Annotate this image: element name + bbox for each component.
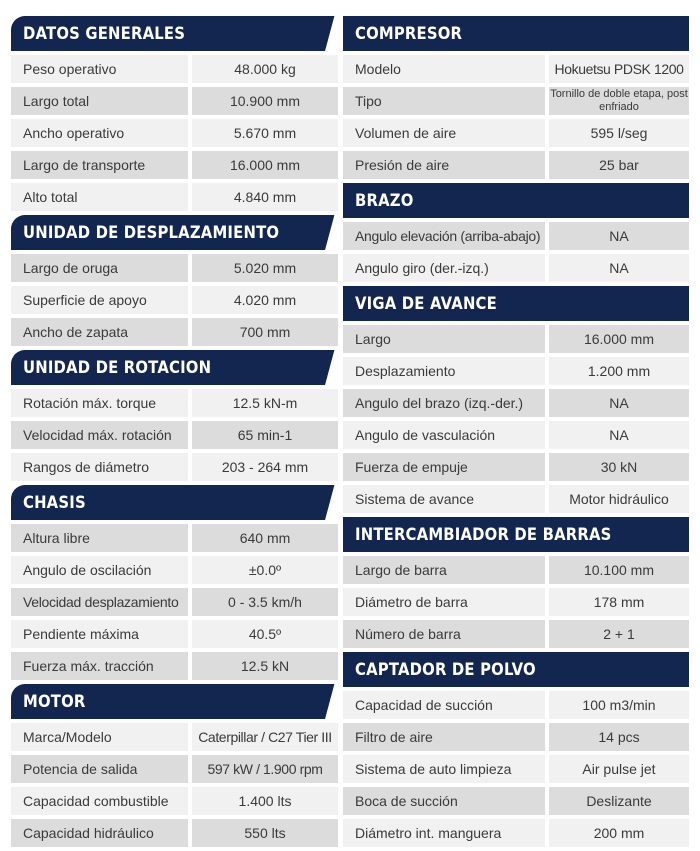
spec-row — [343, 787, 689, 815]
spec-value: 65 min-1 — [192, 421, 338, 449]
spec-value: 178 mm — [549, 588, 689, 616]
spec-label: Angulo giro (der.-izq.) — [343, 254, 545, 282]
section-header-compresor: COMPRESOR — [343, 16, 689, 51]
left-column — [11, 16, 338, 851]
spec-value: 16.000 mm — [192, 151, 338, 179]
spec-row — [11, 55, 338, 83]
spec-row — [11, 723, 338, 751]
spec-row — [11, 524, 338, 552]
spec-row — [11, 588, 338, 616]
spec-label: Fuerza máx. tracción — [11, 652, 188, 680]
spec-value: 14 pcs — [549, 723, 689, 751]
spec-value: 16.000 mm — [549, 325, 689, 353]
section-header-brazo: BRAZO — [343, 183, 689, 218]
spec-value: 10.100 mm — [549, 556, 689, 584]
spec-value: NA — [549, 421, 689, 449]
spec-row — [11, 453, 338, 481]
section-header-unidad-desplazamiento: UNIDAD DE DESPLAZAMIENTO — [11, 215, 338, 250]
spec-value: Hokuetsu PDSK 1200 — [549, 55, 689, 83]
spec-value: 40.5º — [192, 620, 338, 648]
spec-row — [343, 254, 689, 282]
spec-value: 5.670 mm — [192, 119, 338, 147]
spec-row — [11, 819, 338, 847]
spec-label: Desplazamiento — [343, 357, 545, 385]
spec-label: Fuerza de empuje — [343, 453, 545, 481]
spec-value: 1.200 mm — [549, 357, 689, 385]
spec-label: Capacidad hidráulico — [11, 819, 188, 847]
section-header-viga-avance: VIGA DE AVANCE — [343, 286, 689, 321]
spec-value: 25 bar — [549, 151, 689, 179]
spec-label: Velocidad máx. rotación — [11, 421, 188, 449]
spec-label: Superficie de apoyo — [11, 286, 188, 314]
spec-label: Volumen de aire — [343, 119, 545, 147]
spec-value: 550 lts — [192, 819, 338, 847]
spec-row — [343, 119, 689, 147]
spec-label: Boca de succión — [343, 787, 545, 815]
right-column — [343, 16, 689, 851]
spec-row — [343, 325, 689, 353]
section-header-intercambiador-barras: INTERCAMBIADOR DE BARRAS — [343, 517, 689, 552]
spec-value: 30 kN — [549, 453, 689, 481]
spec-label: Angulo de oscilación — [11, 556, 188, 584]
spec-value: 0 - 3.5 km/h — [192, 588, 338, 616]
spec-value: ±0.0º — [192, 556, 338, 584]
spec-label: Marca/Modelo — [11, 723, 188, 751]
section-header-motor: MOTOR — [11, 684, 338, 719]
spec-label: Ancho de zapata — [11, 318, 188, 346]
spec-row — [11, 183, 338, 211]
section-header-chasis: CHASIS — [11, 485, 338, 520]
spec-label: Angulo elevación (arriba-abajo) — [343, 222, 545, 250]
spec-value: 4.020 mm — [192, 286, 338, 314]
spec-label: Diámetro de barra — [343, 588, 545, 616]
spec-row — [11, 151, 338, 179]
spec-value: Motor hidráulico — [549, 485, 689, 513]
spec-label: Velocidad desplazamiento — [11, 588, 188, 616]
spec-row — [11, 87, 338, 115]
spec-value: NA — [549, 222, 689, 250]
spec-label: Rotación máx. torque — [11, 389, 188, 417]
spec-value: 200 mm — [549, 819, 689, 847]
section-header-datos-generales: DATOS GENERALES — [11, 16, 338, 51]
spec-value: 12.5 kN — [192, 652, 338, 680]
spec-row — [11, 389, 338, 417]
spec-value: 5.020 mm — [192, 254, 338, 282]
spec-value: 12.5 kN-m — [192, 389, 338, 417]
spec-row — [343, 453, 689, 481]
spec-label: Filtro de aire — [343, 723, 545, 751]
spec-row — [343, 723, 689, 751]
spec-row — [343, 819, 689, 847]
spec-row — [343, 588, 689, 616]
spec-value: 640 mm — [192, 524, 338, 552]
spec-value: Deslizante — [549, 787, 689, 815]
spec-value: NA — [549, 389, 689, 417]
spec-row — [11, 119, 338, 147]
spec-value: Tornillo de doble etapa, post enfriado — [550, 88, 688, 113]
spec-row — [343, 691, 689, 719]
spec-value: 4.840 mm — [192, 183, 338, 211]
spec-label: Largo total — [11, 87, 188, 115]
spec-value: 595 l/seg — [549, 119, 689, 147]
spec-label: Angulo del brazo (izq.-der.) — [343, 389, 545, 417]
spec-label: Largo de oruga — [11, 254, 188, 282]
spec-value: 700 mm — [192, 318, 338, 346]
spec-label: Presión de aire — [343, 151, 545, 179]
spec-label: Altura libre — [11, 524, 188, 552]
spec-value: Air pulse jet — [549, 755, 689, 783]
spec-label: Capacidad de succión — [343, 691, 545, 719]
spec-label: Sistema de avance — [343, 485, 545, 513]
spec-row — [11, 421, 338, 449]
spec-row — [343, 151, 689, 179]
section-header-captador-polvo: CAPTADOR DE POLVO — [343, 652, 689, 687]
spec-label: Número de barra — [343, 620, 545, 648]
spec-row — [11, 755, 338, 783]
spec-row — [343, 755, 689, 783]
spec-row — [11, 556, 338, 584]
spec-label: Modelo — [343, 55, 545, 83]
spec-row — [11, 286, 338, 314]
spec-label: Capacidad combustible — [11, 787, 188, 815]
spec-label: Potencia de salida — [11, 755, 188, 783]
spec-row — [11, 652, 338, 680]
spec-value: NA — [549, 254, 689, 282]
spec-row — [343, 55, 689, 83]
spec-row — [343, 357, 689, 385]
spec-label: Ancho operativo — [11, 119, 188, 147]
spec-row — [343, 421, 689, 449]
spec-value: 2 + 1 — [549, 620, 689, 648]
spec-row — [343, 222, 689, 250]
spec-label: Sistema de auto limpieza — [343, 755, 545, 783]
spec-row — [11, 318, 338, 346]
spec-value: 203 - 264 mm — [192, 453, 338, 481]
spec-value: 100 m3/min — [549, 691, 689, 719]
spec-label: Peso operativo — [11, 55, 188, 83]
spec-row — [343, 389, 689, 417]
spec-label: Diámetro int. manguera — [343, 819, 545, 847]
spec-row — [343, 620, 689, 648]
spec-value: 10.900 mm — [192, 87, 338, 115]
spec-label: Pendiente máxima — [11, 620, 188, 648]
spec-label: Angulo de vasculación — [343, 421, 545, 449]
spec-value: Caterpillar / C27 Tier III — [192, 723, 338, 751]
spec-row — [343, 87, 689, 115]
spec-label: Largo — [343, 325, 545, 353]
spec-value: 597 kW / 1.900 rpm — [192, 755, 338, 783]
spec-value: 48.000 kg — [192, 55, 338, 83]
spec-label: Rangos de diámetro — [11, 453, 188, 481]
spec-label: Largo de transporte — [11, 151, 188, 179]
spec-row — [11, 620, 338, 648]
section-header-unidad-rotacion: UNIDAD DE ROTACION — [11, 350, 338, 385]
spec-row — [343, 556, 689, 584]
spec-value: 1.400 lts — [192, 787, 338, 815]
spec-label: Largo de barra — [343, 556, 545, 584]
spec-row — [11, 254, 338, 282]
spec-label: Alto total — [11, 183, 188, 211]
spec-row — [11, 787, 338, 815]
spec-label: Tipo — [343, 87, 545, 115]
spec-row — [343, 485, 689, 513]
